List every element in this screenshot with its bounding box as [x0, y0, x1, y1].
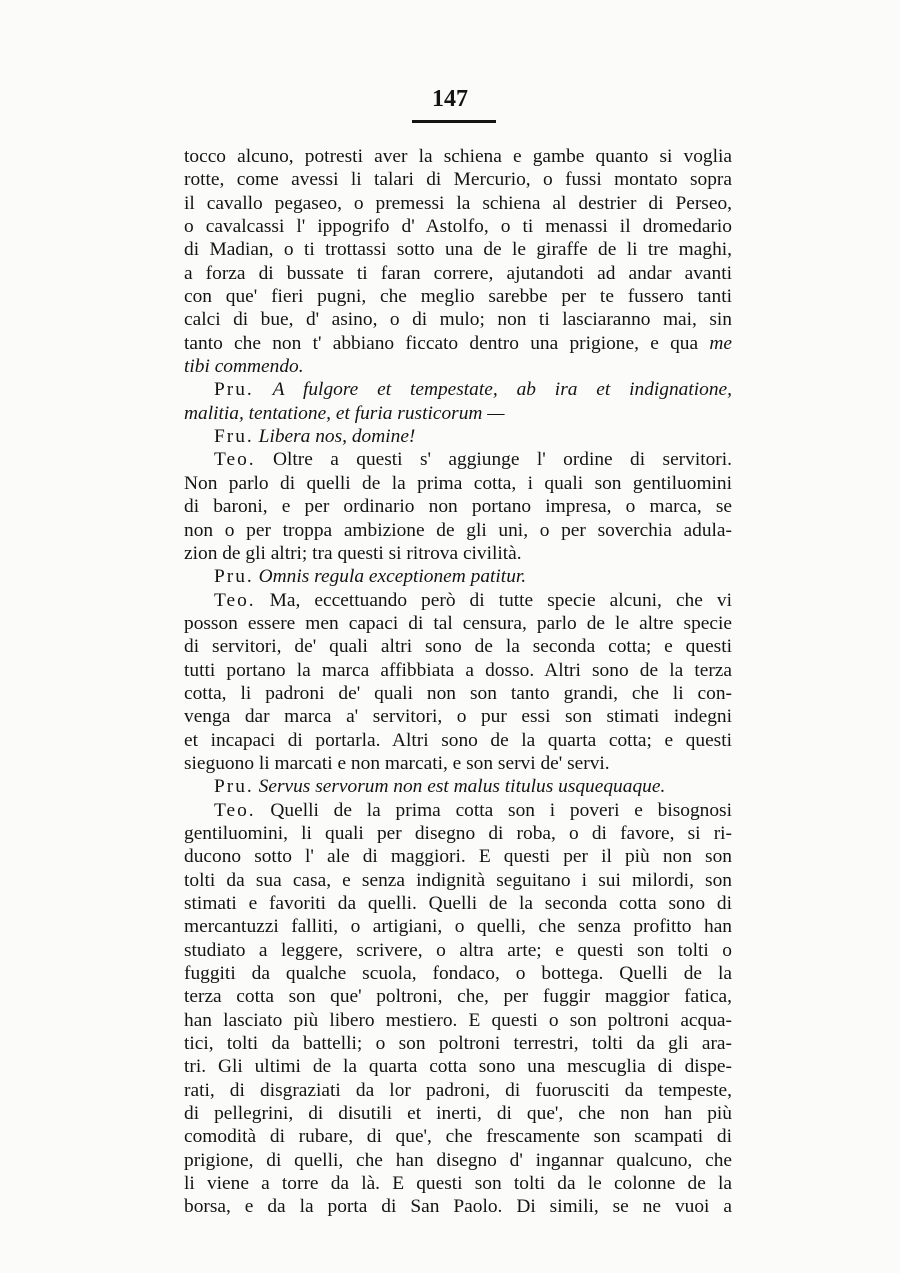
text-segment: fuggiti da qualche scuola, fondaco, o bottega. Quelli de la — [184, 963, 732, 985]
text-line — [184, 332, 732, 355]
text-segment: li viene a torre da là. E questi son tolti da le colonne de la — [184, 1173, 732, 1195]
text-segment: calci di bue, d' asino, o di mulo; non ti lasciaranno mai, sin — [184, 309, 732, 331]
speaker-label: Pru. — [214, 379, 254, 401]
body-text — [184, 145, 732, 1219]
text-segment: il cavallo pegaseo, o premessi la schiena al destrier di Perseo, — [184, 192, 732, 214]
text-line — [184, 192, 732, 215]
text-segment: gentiluomini, li quali per disegno di roba, o di favore, si ri- — [184, 822, 732, 844]
text-segment: stimati e favoriti da quelli. Quelli de la seconda cotta sono di — [184, 893, 732, 914]
italic-text: A fulgore et tempestate, ab ira et indignatione, — [272, 379, 732, 401]
text-line — [184, 659, 732, 682]
text-segment: tutti portano la marca affibbiata a dosso. Altri sono de la terza — [184, 659, 732, 681]
text-line — [184, 355, 732, 378]
text-line — [184, 1125, 732, 1148]
text-segment: di Madian, o ti trottassi sotto una de le giraffe de li tre maghi, — [184, 239, 732, 261]
text-line — [184, 238, 732, 261]
text-segment: non o per troppa ambizione de gli uni, o per soverchia adula- — [184, 519, 732, 541]
text-segment — [254, 379, 273, 400]
text-line — [184, 822, 732, 845]
text-segment: Quelli de la prima cotta son i poveri e bisognosi — [255, 799, 732, 821]
text-line — [184, 915, 732, 938]
text-line — [184, 1055, 732, 1078]
text-segment: di servitori, de' quali altri sono de la seconda cotta; e questi — [184, 636, 732, 658]
italic-text: tibi commendo. — [184, 356, 304, 378]
text-line — [184, 869, 732, 892]
text-line — [184, 285, 732, 308]
text-segment: prigione, di quelli, che han disegno d' ingannar qualcuno, che — [184, 1149, 732, 1171]
text-line — [184, 308, 732, 331]
text-line — [184, 542, 732, 565]
italic-text: Omnis regula exceptionem patitur. — [258, 566, 527, 588]
text-line — [184, 402, 732, 425]
text-segment: han lasciato più libero mestiero. E questi o son poltroni acqua- — [184, 1009, 732, 1031]
text-segment: cotta, li padroni de' quali non son tanto grandi, che li con- — [184, 682, 732, 704]
text-segment: di baroni, e per ordinario non portano impresa, o marca, se — [184, 496, 732, 518]
text-line — [184, 589, 732, 612]
text-segment: tri. Gli ultimi de la quarta cotta sono una mescuglia di dispe- — [184, 1056, 732, 1078]
text-segment: mercantuzzi falliti, o artigiani, o quelli, che senza profitto han — [184, 916, 732, 938]
speaker-label: Fru. — [214, 426, 254, 448]
italic-text: Servus servorum non est malus titulus usquequaque. — [258, 776, 666, 798]
text-line — [184, 939, 732, 962]
text-segment: borsa, e da la porta di San Paolo. Di simili, se ne vuoi a — [184, 1196, 732, 1218]
text-segment: et incapaci di portarla. Altri sono de la quarta cotta; e questi — [184, 729, 732, 751]
text-line — [184, 215, 732, 238]
text-line — [184, 1102, 732, 1125]
text-line — [184, 1032, 732, 1055]
italic-text: Libera nos, domine! — [258, 426, 416, 448]
text-segment: studiato a leggere, scrivere, o altra arte; e questi son tolti o — [184, 939, 732, 961]
text-line — [184, 612, 732, 635]
italic-text: me — [709, 332, 732, 354]
speaker-label: Teo. — [214, 589, 256, 611]
text-segment: tocco alcuno, potresti aver la schiena e gambe quanto si voglia — [184, 146, 732, 167]
text-line — [184, 495, 732, 518]
text-line — [184, 752, 732, 775]
text-segment: Ma, eccettuando però di tutte specie alcuni, che vi — [255, 589, 732, 611]
text-line — [184, 1079, 732, 1102]
text-line — [184, 262, 732, 285]
text-segment: a forza di bussate ti faran correre, ajutandoti ad andar avanti — [184, 262, 732, 284]
speaker-label: Pru. — [214, 776, 254, 798]
text-segment: ducono sotto l' ale di maggiori. E questi per il più non son — [184, 846, 732, 868]
text-line — [184, 799, 732, 822]
text-line — [184, 565, 732, 588]
text-line — [184, 962, 732, 985]
text-line — [184, 892, 732, 915]
text-line — [184, 1172, 732, 1195]
text-line — [184, 168, 732, 191]
text-segment: di pellegrini, di disutili et inerti, di que', che non han più — [184, 1103, 732, 1125]
text-line — [184, 425, 732, 448]
text-segment: comodità di rubare, di que', che frescamente son scampati di — [184, 1126, 732, 1148]
text-line — [184, 1195, 732, 1218]
text-line — [184, 635, 732, 658]
text-line — [184, 845, 732, 868]
text-line — [184, 705, 732, 728]
text-segment: con que' fieri pugni, che meglio sarebbe per te fussero tanti — [184, 286, 732, 308]
text-segment: Non parlo di quelli de la prima cotta, i quali son gentiluomini — [184, 472, 732, 494]
text-line — [184, 145, 732, 168]
text-segment: rati, di disgraziati da lor padroni, di fuorusciti da tempeste, — [184, 1079, 732, 1101]
text-segment: tolti da sua casa, e senza indignità seguitano i sui milordi, son — [184, 869, 732, 891]
text-segment: terza cotta son que' poltroni, che, per fuggir maggior fatica, — [184, 986, 732, 1008]
text-line — [184, 682, 732, 705]
text-segment: rotte, come avessi li talari di Mercurio, o fussi montato sopra — [184, 169, 732, 191]
speaker-label: Teo. — [214, 449, 256, 471]
text-segment: tanto che non t' abbiano ficcato dentro una prigione, e qua — [184, 332, 710, 354]
text-line — [184, 378, 732, 401]
header-rule — [412, 120, 496, 123]
speaker-label: Pru. — [214, 566, 254, 588]
text-line — [184, 448, 732, 471]
speaker-label: Teo. — [214, 799, 256, 821]
text-segment: zion de gli altri; tra questi si ritrova civilità. — [184, 542, 522, 564]
text-segment: tici, tolti da battelli; o son poltroni terrestri, tolti da gli ara- — [184, 1033, 732, 1055]
text-line — [184, 472, 732, 495]
text-segment: Oltre a questi s' aggiunge l' ordine di servitori. — [255, 449, 732, 471]
text-line — [184, 1009, 732, 1032]
page-number: 147 — [432, 86, 468, 112]
text-segment: sieguono li marcati e non marcati, e son servi de' servi. — [184, 752, 610, 774]
text-line — [184, 519, 732, 542]
text-segment: venga dar marca a' servitori, o pur essi son stimati indegni — [184, 706, 732, 728]
text-segment: o cavalcassi l' ippogrifo d' Astolfo, o ti menassi il dromedario — [184, 216, 732, 238]
italic-text: malitia, tentatione, et furia rusticorum — — [184, 402, 505, 424]
text-segment: posson essere men capaci di tal censura, parlo de le altre specie — [184, 612, 732, 634]
text-line — [184, 1149, 732, 1172]
text-line — [184, 985, 732, 1008]
text-line — [184, 775, 732, 798]
text-line — [184, 729, 732, 752]
